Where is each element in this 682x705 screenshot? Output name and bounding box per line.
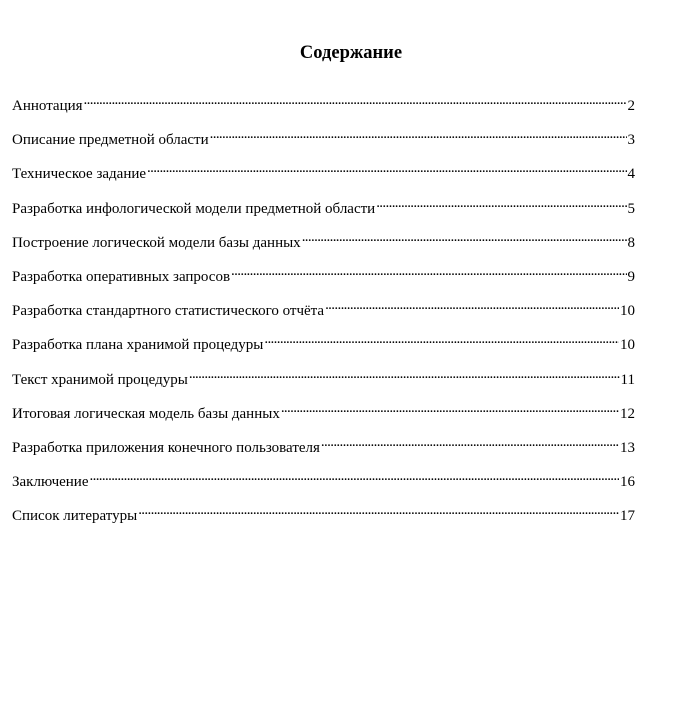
toc-entry-label: Разработка оперативных запросов (12, 268, 231, 285)
toc-page-number: 12 (620, 405, 635, 422)
toc-entry-label: Аннотация (12, 98, 83, 114)
toc-page-number: 13 (620, 439, 635, 456)
toc-entry-label: Заключение (12, 474, 89, 491)
toc-entry-label: Описание предметной области (12, 132, 209, 149)
toc-page-number: 5 (627, 200, 635, 217)
toc-dot-leader (147, 158, 626, 178)
toc-dot-leader (231, 261, 626, 281)
toc-entry-label: Разработка инфологической модели предметной области (12, 200, 376, 217)
toc-dot-leader (84, 90, 627, 110)
toc-dot-leader (376, 193, 626, 213)
toc-entry-statistical-report[interactable] (12, 295, 635, 329)
toc-dot-leader (210, 124, 627, 144)
toc-page-number: 2 (627, 98, 635, 114)
toc-dot-leader (189, 364, 620, 384)
toc-entry-label: Техническое задание (12, 166, 147, 183)
toc-entry-label: Разработка плана хранимой процедуры (12, 337, 264, 354)
toc-entry-references[interactable] (12, 500, 635, 534)
toc-dot-leader (325, 295, 619, 315)
toc-entry-label: Построение логической модели базы данных (12, 234, 301, 251)
toc-page-number: 9 (627, 268, 635, 285)
toc-entry-logical-model[interactable] (12, 227, 635, 261)
toc-entry-end-user-application[interactable] (12, 432, 635, 466)
toc-entry-label: Текст хранимой процедуры (12, 371, 188, 388)
toc-dot-leader (138, 500, 619, 520)
toc-entry-final-logical-model[interactable] (12, 398, 635, 432)
toc-page-number: 10 (620, 337, 635, 354)
page-title: Содержание (299, 43, 403, 63)
toc-entry-procedure-text[interactable] (12, 364, 635, 398)
toc-dot-leader (281, 398, 619, 418)
toc-entry-technical-specification[interactable] (12, 158, 635, 192)
toc-entry-infological-model[interactable] (12, 193, 635, 227)
toc-page-number: 10 (620, 303, 635, 320)
toc-dot-leader (321, 432, 619, 452)
toc-dot-leader (302, 227, 627, 247)
toc-entry-label: Разработка стандартного статистического отчёта (12, 303, 325, 320)
toc-entry-procedure-plan[interactable] (12, 329, 635, 363)
toc-page-number: 16 (620, 474, 635, 491)
toc-entry-conclusion[interactable] (12, 466, 635, 500)
toc-entry-label: Список литературы (12, 508, 138, 525)
toc-entry-operational-queries[interactable] (12, 261, 635, 295)
toc-page-number: 3 (627, 132, 635, 149)
table-of-contents (12, 90, 635, 534)
toc-page-number: 4 (627, 166, 635, 183)
toc-entry-label: Итоговая логическая модель базы данных (12, 405, 280, 422)
toc-page-number: 11 (620, 371, 635, 388)
toc-page-number: 17 (620, 508, 635, 525)
toc-entry-label: Разработка приложения конечного пользователя (12, 439, 320, 456)
toc-dot-leader (264, 329, 619, 349)
toc-entry-domain-description[interactable] (12, 124, 635, 158)
toc-entry-annotation[interactable] (12, 90, 635, 124)
toc-page-number: 8 (627, 234, 635, 251)
toc-dot-leader (90, 466, 620, 486)
